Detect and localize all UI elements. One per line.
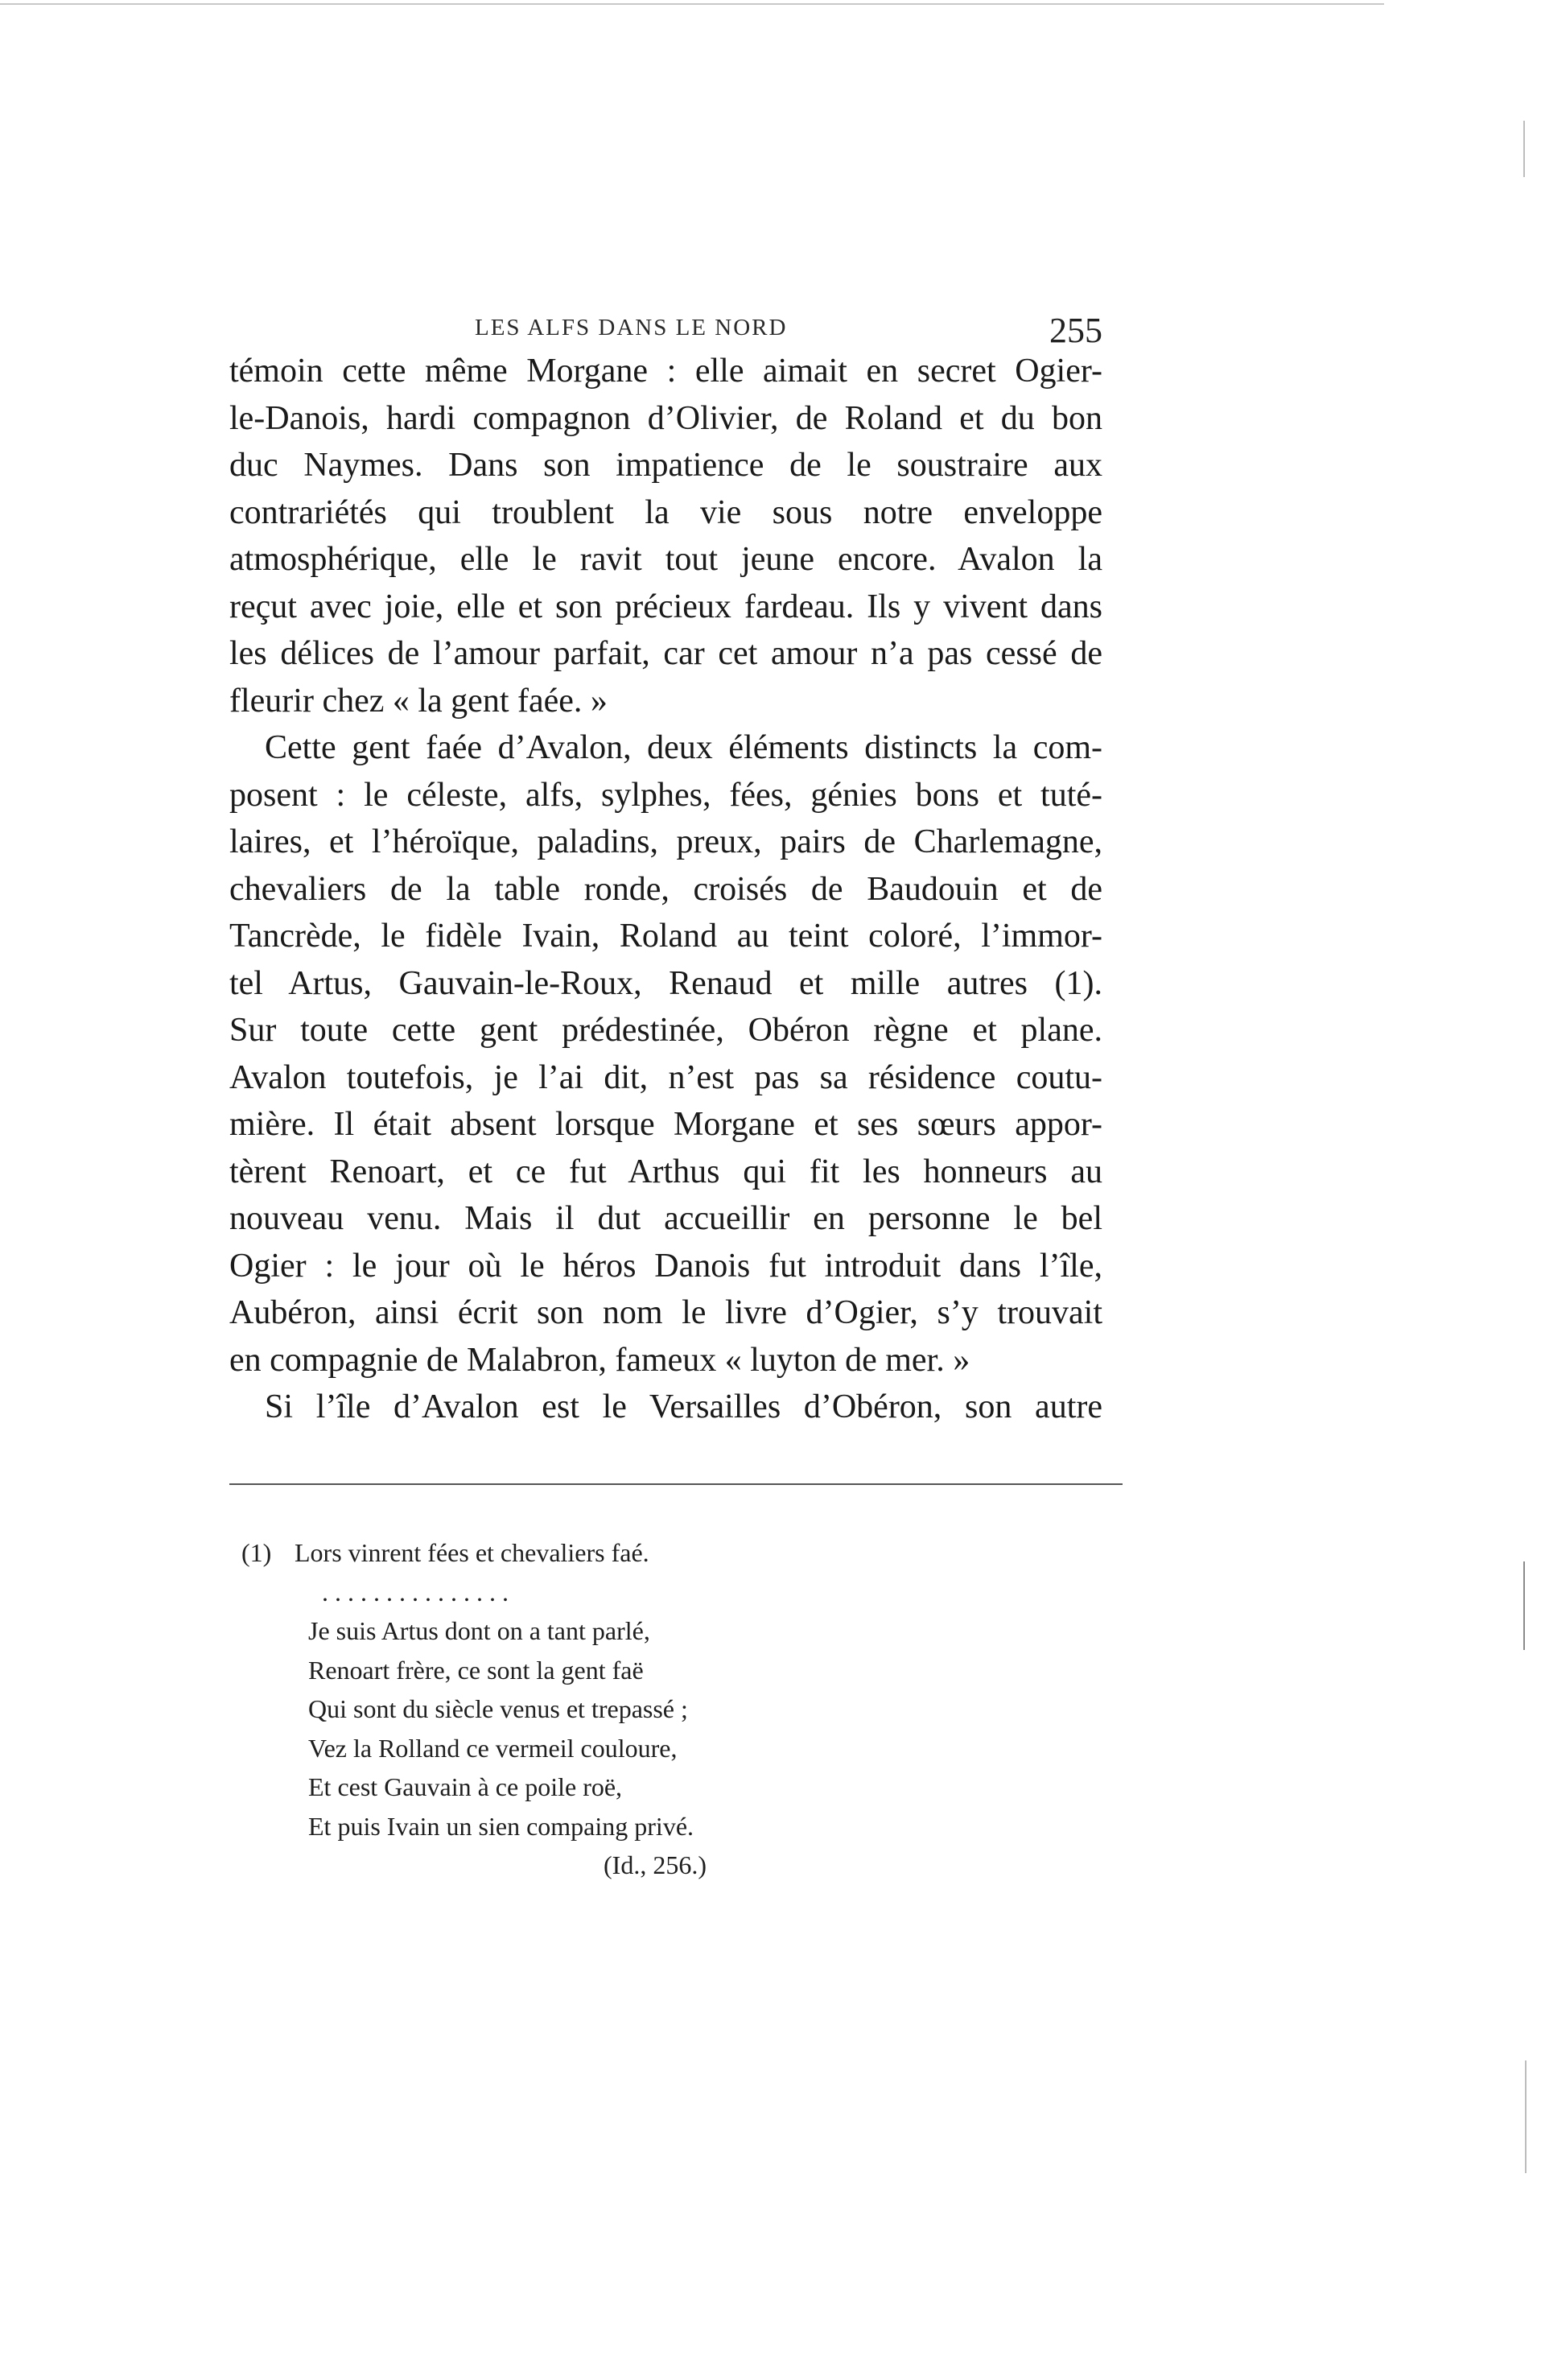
running-head	[229, 310, 1102, 350]
text-line: reçut avec joie, elle et son précieux fardeau. Ils y vivent dans	[229, 588, 1102, 625]
text-line: Cette gent faée d’Avalon, deux éléments distincts la com-	[265, 729, 1102, 766]
text-line: tel Artus, Gauvain-le-Roux, Renaud et mille autres (1).	[229, 964, 1102, 1002]
footnote-verse: Et puis Ivain un sien compaing privé.	[308, 1811, 694, 1841]
footnote-verse: Vez la Rolland ce vermeil couloure,	[308, 1733, 678, 1763]
footnote-citation: (Id., 256.)	[604, 1850, 707, 1879]
text-line: laires, et l’héroïque, paladins, preux, pairs de Charlemagne,	[229, 823, 1102, 860]
text-line: les délices de l’amour parfait, car cet amour n’a pas cessé de	[229, 635, 1102, 672]
footnote-rule	[229, 1483, 1123, 1485]
footnote-ellipsis: ...............	[322, 1577, 515, 1607]
text-line: le-Danois, hardi compagnon d’Olivier, de Roland et du bon	[229, 399, 1102, 437]
text-line: Tancrède, le fidèle Ivain, Roland au teint coloré, l’immor-	[229, 918, 1102, 955]
body-text	[229, 348, 1102, 1431]
footnote-first-line	[241, 1533, 821, 1573]
text-line: nouveau venu. Mais il dut accueillir en personne le bel	[229, 1200, 1102, 1237]
top-edge-rule	[0, 3, 1384, 5]
text-line: atmosphérique, elle le ravit tout jeune encore. Avalon la	[229, 541, 1102, 578]
footnote-verse: Qui sont du siècle venus et trepassé ;	[308, 1694, 688, 1723]
text-line: duc Naymes. Dans son impatience de le soustraire aux	[229, 447, 1102, 484]
footnote-text: Lors vinrent fées et chevaliers faé.	[295, 1538, 649, 1567]
scan-edge-mark	[1523, 1561, 1525, 1650]
text-line: posent : le céleste, alfs, sylphes, fées, génies bons et tuté-	[229, 776, 1102, 814]
text-line: Aubéron, ainsi écrit son nom le livre d’Ogier, s’y trouvait	[229, 1294, 1102, 1331]
footnote-verse: Je suis Artus dont on a tant parlé,	[308, 1616, 650, 1645]
footnote	[241, 1533, 821, 1885]
text-line: Ogier : le jour où le héros Danois fut introduit dans l’île,	[229, 1247, 1102, 1285]
text-line: mière. Il était absent lorsque Morgane et ses sœurs appor-	[229, 1106, 1102, 1143]
text-line: Si l’île d’Avalon est le Versailles d’Obéron, son autre	[265, 1388, 1102, 1425]
text-line: tèrent Renoart, et ce fut Arthus qui fit les honneurs au	[229, 1153, 1102, 1190]
text-line: contrariétés qui troublent la vie sous notre enveloppe	[229, 493, 1102, 531]
running-title: LES ALFS DANS LE NORD	[475, 315, 788, 340]
page-number: 255	[1049, 311, 1102, 350]
text-line: Avalon toutefois, je l’ai dit, n’est pas sa résidence coutu-	[229, 1058, 1102, 1096]
text-line: témoin cette même Morgane : elle aimait en secret Ogier-	[229, 353, 1102, 390]
footnote-marker: (1)	[241, 1538, 272, 1567]
text-line: Sur toute cette gent prédestinée, Obéron règne et plane.	[229, 1012, 1102, 1049]
scan-edge-mark	[1525, 2060, 1527, 2173]
footnote-verse: Et cest Gauvain à ce poile roë,	[308, 1772, 623, 1801]
footnote-verse: Renoart frère, ce sont la gent faë	[308, 1655, 644, 1685]
scan-edge-mark	[1523, 121, 1525, 177]
text-line: en compagnie de Malabron, fameux « luyton de mer. »	[229, 1341, 970, 1379]
text-line: chevaliers de la table ronde, croisés de Baudouin et de	[229, 870, 1102, 908]
text-line: fleurir chez « la gent faée. »	[229, 682, 608, 720]
